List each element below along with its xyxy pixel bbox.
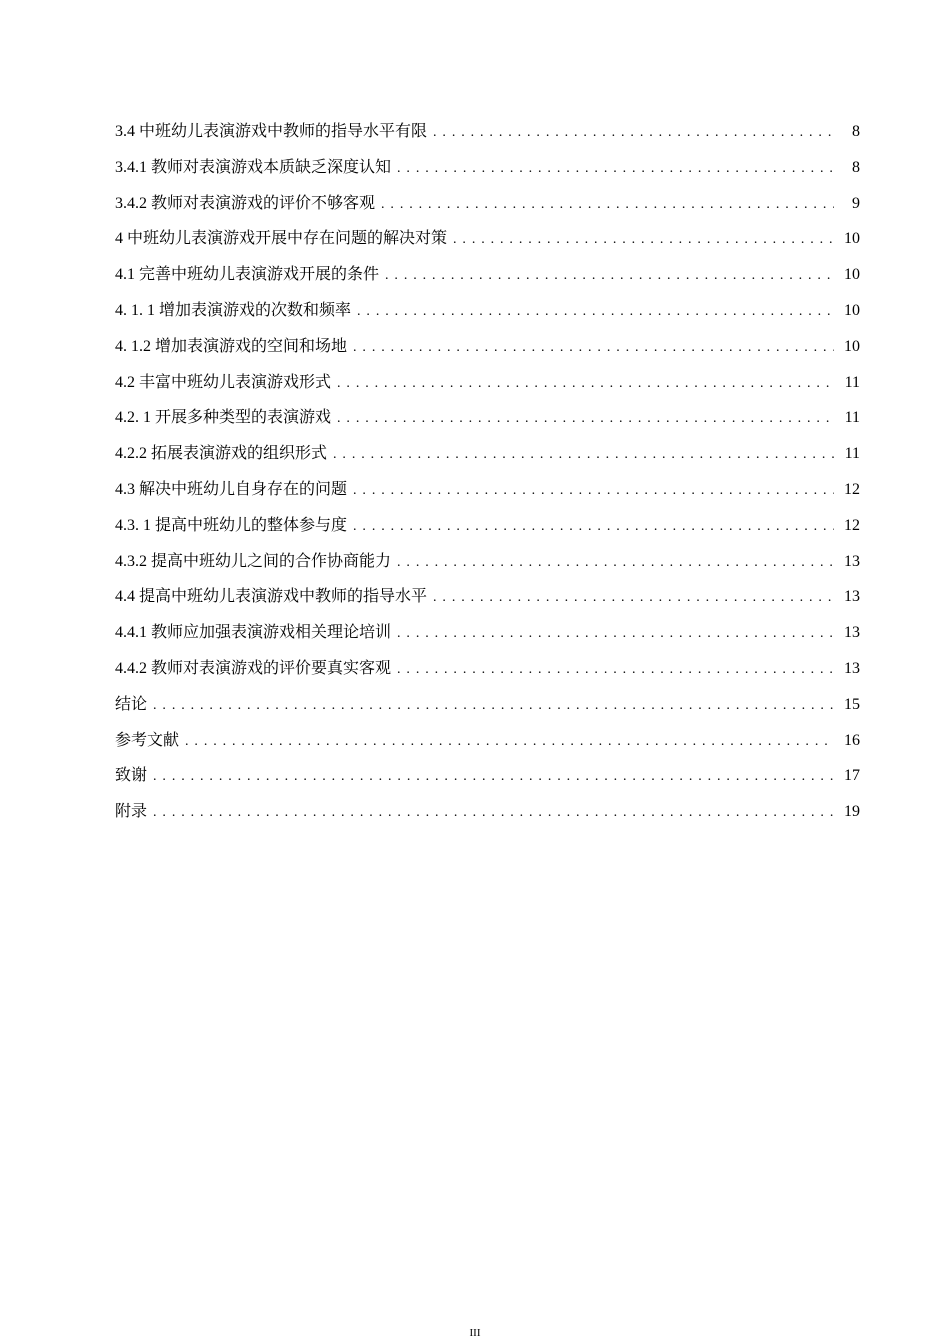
toc-dot-leader (397, 616, 834, 652)
toc-entry-title: 参考文献 (115, 731, 180, 749)
toc-entry[interactable] (115, 150, 860, 186)
toc-entry-page-number: 12 (844, 516, 860, 534)
toc-entry-page-number: 10 (844, 337, 860, 355)
toc-entry-title: 4.4.1 教师应加强表演游戏相关理论培训 (115, 624, 392, 642)
toc-entry-page-number: 19 (844, 803, 860, 821)
toc-entry-page-number: 13 (844, 659, 860, 677)
toc-dot-leader (353, 473, 834, 509)
toc-entry[interactable] (115, 293, 860, 329)
toc-entry-page-number: 8 (852, 123, 860, 140)
toc-dot-leader (397, 545, 834, 581)
toc-dot-leader (385, 258, 834, 294)
toc-dot-leader (381, 187, 834, 223)
toc-entry-title: 附录 (115, 803, 148, 821)
toc-entry[interactable] (115, 794, 860, 830)
toc-entry-page-number: 12 (844, 480, 860, 498)
toc-entry[interactable] (115, 723, 860, 759)
toc-entry-page-number: 10 (844, 266, 860, 284)
toc-entry[interactable] (115, 329, 860, 365)
toc-entry-title: 4.3 解决中班幼儿自身存在的问题 (115, 480, 348, 498)
toc-dot-leader (153, 795, 834, 831)
toc-entry-title: 4.4.2 教师对表演游戏的评价要真实客观 (115, 659, 392, 677)
toc-entry-title: 4.3. 1 提高中班幼儿的整体参与度 (115, 516, 348, 534)
toc-entry[interactable] (115, 579, 860, 615)
toc-entry-page-number: 9 (852, 194, 860, 212)
toc-dot-leader (337, 366, 834, 402)
toc-entry[interactable] (115, 436, 860, 472)
toc-dot-leader (333, 437, 834, 473)
toc-dot-leader (353, 509, 834, 545)
toc-entry[interactable] (115, 472, 860, 508)
toc-entry-title: 3.4.1 教师对表演游戏本质缺乏深度认知 (115, 158, 392, 176)
toc-entry[interactable] (115, 365, 860, 401)
toc-dot-leader (353, 330, 834, 366)
toc-entry[interactable] (115, 651, 860, 687)
toc-dot-leader (453, 222, 834, 258)
toc-entry-title: 致谢 (115, 767, 148, 785)
toc-entry-page-number: 11 (844, 445, 860, 463)
toc-entry-page-number: 16 (844, 731, 860, 749)
toc-entry-title: 4.1 完善中班幼儿表演游戏开展的条件 (115, 266, 380, 284)
toc-entry-title: 4.2. 1 开展多种类型的表演游戏 (115, 409, 332, 427)
toc-entry-title: 4. 1.2 增加表演游戏的空间和场地 (115, 337, 348, 355)
toc-dot-leader (357, 294, 834, 330)
toc-entry-page-number: 17 (844, 767, 860, 785)
toc-entry[interactable] (115, 544, 860, 580)
toc-dot-leader (185, 724, 834, 760)
toc-entry[interactable] (115, 687, 860, 723)
toc-dot-leader (153, 759, 834, 795)
toc-entry-title: 4.2 丰富中班幼儿表演游戏形式 (115, 373, 332, 391)
toc-entry-page-number: 13 (844, 624, 860, 642)
toc-entry-page-number: 15 (844, 695, 860, 713)
toc-entry-page-number: 8 (852, 158, 860, 176)
table-of-contents (115, 114, 860, 830)
toc-entry-page-number: 10 (844, 301, 860, 319)
toc-entry[interactable] (115, 400, 860, 436)
toc-entry-title: 4 中班幼儿表演游戏开展中存在问题的解决对策 (115, 230, 448, 248)
toc-dot-leader (153, 688, 834, 724)
toc-entry-page-number: 13 (844, 552, 860, 570)
toc-entry-page-number: 11 (844, 409, 860, 427)
toc-dot-leader (397, 652, 834, 688)
toc-dot-leader (337, 401, 834, 437)
toc-entry[interactable] (115, 186, 860, 222)
toc-entry-title: 4. 1. 1 增加表演游戏的次数和频率 (115, 301, 352, 319)
toc-entry[interactable] (115, 508, 860, 544)
toc-entry[interactable] (115, 615, 860, 651)
toc-entry-title: 4.2.2 拓展表演游戏的组织形式 (115, 445, 328, 463)
toc-entry-title: 3.4 中班幼儿表演游戏中教师的指导水平有限 (115, 123, 428, 140)
toc-entry-page-number: 13 (844, 588, 860, 606)
toc-entry[interactable] (115, 114, 860, 150)
toc-entry-page-number: 11 (844, 373, 860, 391)
page-number: III (469, 1327, 481, 1339)
toc-entry[interactable] (115, 221, 860, 257)
toc-entry-title: 结论 (115, 695, 148, 713)
toc-dot-leader (433, 580, 834, 616)
toc-entry[interactable] (115, 758, 860, 794)
toc-entry-title: 4.4 提高中班幼儿表演游戏中教师的指导水平 (115, 588, 428, 606)
toc-dot-leader (433, 115, 834, 151)
toc-dot-leader (397, 151, 834, 187)
toc-entry-title: 3.4.2 教师对表演游戏的评价不够客观 (115, 194, 376, 212)
toc-entry-title: 4.3.2 提高中班幼儿之间的合作协商能力 (115, 552, 392, 570)
toc-entry[interactable] (115, 257, 860, 293)
toc-entry-page-number: 10 (844, 230, 860, 248)
